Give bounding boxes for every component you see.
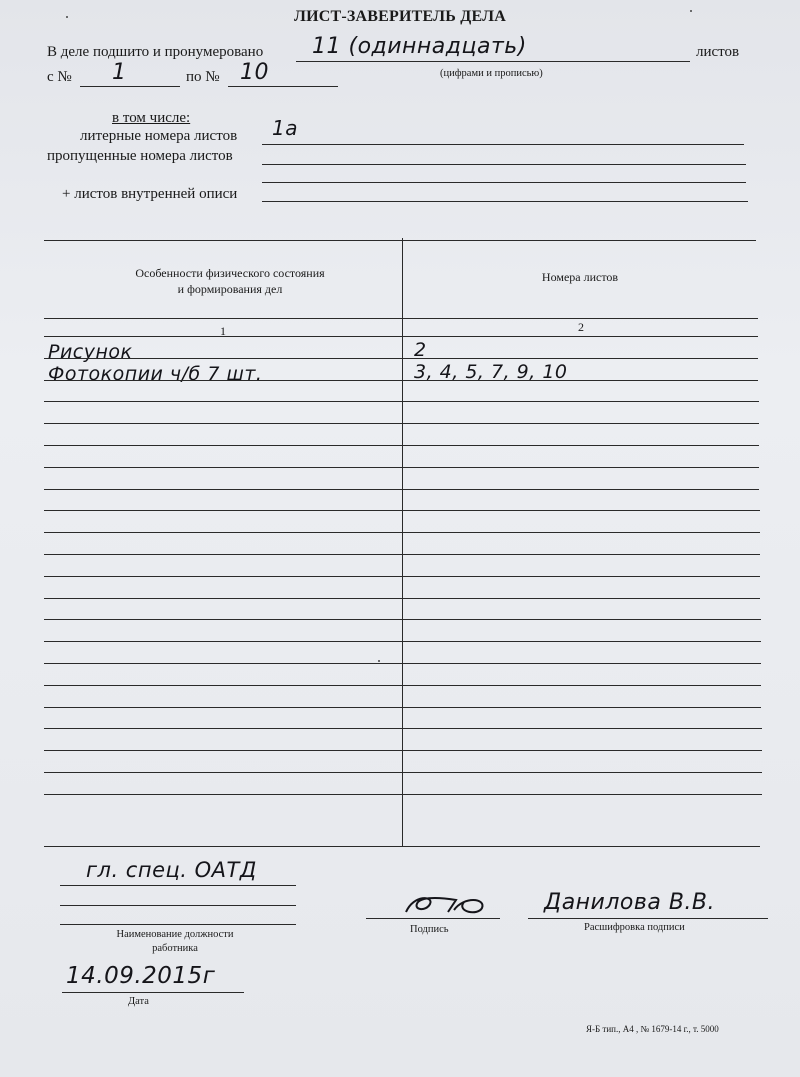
- col1-number: 1: [220, 324, 226, 338]
- row2-feature: Фотокопии ч/б 7 шт.: [48, 363, 263, 385]
- table-rule-line: [44, 401, 759, 402]
- col1-header-line1: Особенности физического состояния: [135, 266, 325, 280]
- table-rule-line: [44, 750, 762, 751]
- speck: [378, 660, 380, 662]
- table-rule-line: [44, 510, 760, 511]
- from-value: 1: [112, 60, 127, 85]
- count-underline: [296, 61, 690, 62]
- missing-underline: [262, 164, 746, 165]
- position-underline-2: [60, 905, 296, 906]
- table-rule-line: [44, 728, 762, 729]
- col1-header: [80, 265, 380, 297]
- table-column-divider: [402, 238, 403, 846]
- to-underline: [228, 86, 338, 87]
- table-rule-line: [44, 685, 761, 686]
- table-rule-line: [44, 576, 760, 577]
- row1-feature: Рисунок: [48, 341, 133, 363]
- table-rule-line: [44, 663, 761, 664]
- position-label: [90, 928, 260, 956]
- missing-label: пропущенные номера листов: [47, 148, 233, 164]
- print-info: Я-Б тип., А4 , № 1679-14 г., т. 5000: [586, 1024, 719, 1034]
- letter-value: 1а: [272, 116, 298, 140]
- count-unit: листов: [696, 44, 740, 60]
- table-rule-line: [44, 336, 758, 337]
- table-rule-line: [44, 554, 760, 555]
- date-value: 14.09.2015г: [66, 963, 216, 989]
- col2-header: Номера листов: [541, 270, 619, 284]
- including-label: в том числе:: [112, 110, 191, 126]
- missing-underline-2: [262, 182, 746, 183]
- to-value: 10: [240, 60, 269, 85]
- col2-number: 2: [578, 320, 584, 334]
- position-underline-1: [60, 885, 296, 886]
- date-underline: [62, 992, 244, 993]
- date-label: Дата: [128, 996, 149, 1007]
- table-rule-line: [44, 794, 762, 795]
- position-value: гл. спец. ОАТД: [86, 858, 257, 882]
- signature-label: Подпись: [410, 924, 449, 935]
- table-rule-line: [44, 380, 758, 381]
- table-rule-line: [44, 707, 761, 708]
- decoding-label: Расшифровка подписи: [584, 922, 685, 933]
- position-label-line1: Наименование должности: [116, 929, 234, 940]
- table-bottom-border: [44, 846, 760, 847]
- col1-header-line2: и формирования дел: [177, 282, 283, 296]
- table-rule-line: [44, 619, 761, 620]
- speck: [690, 10, 692, 12]
- decoding-underline: [528, 918, 768, 919]
- count-label: В деле подшито и пронумеровано: [47, 44, 264, 60]
- table-rule-line: [44, 641, 761, 642]
- from-underline: [80, 86, 180, 87]
- position-label-line2: работника: [152, 943, 198, 954]
- to-label: по №: [186, 69, 220, 85]
- table-rule-line: [44, 772, 762, 773]
- count-value: 11 (одиннадцать): [312, 34, 527, 59]
- signature-mark: [394, 890, 494, 920]
- table-rule-line: [44, 489, 759, 490]
- table-rule-line: [44, 445, 759, 446]
- row2-sheets: 3, 4, 5, 7, 9, 10: [414, 361, 568, 383]
- table-rule-line: [44, 598, 760, 599]
- from-label: с №: [47, 69, 72, 85]
- inventory-label: + листов внутренней описи: [62, 186, 238, 202]
- table-header-border: [44, 318, 758, 319]
- document-title: ЛИСТ-ЗАВЕРИТЕЛЬ ДЕЛА: [293, 8, 507, 25]
- table-top-border: [44, 240, 756, 241]
- letter-label: литерные номера листов: [80, 128, 238, 144]
- row1-sheets: 2: [414, 339, 427, 361]
- letter-underline: [262, 144, 744, 145]
- table-rule-line: [44, 423, 759, 424]
- decoding-value: Данилова В.В.: [544, 890, 715, 915]
- table-rule-line: [44, 358, 758, 359]
- position-underline-3: [60, 924, 296, 925]
- speck: [66, 16, 68, 18]
- table-rule-line: [44, 467, 759, 468]
- count-hint: (цифрами и прописью): [440, 68, 543, 79]
- inventory-underline: [262, 201, 748, 202]
- table-rule-line: [44, 532, 760, 533]
